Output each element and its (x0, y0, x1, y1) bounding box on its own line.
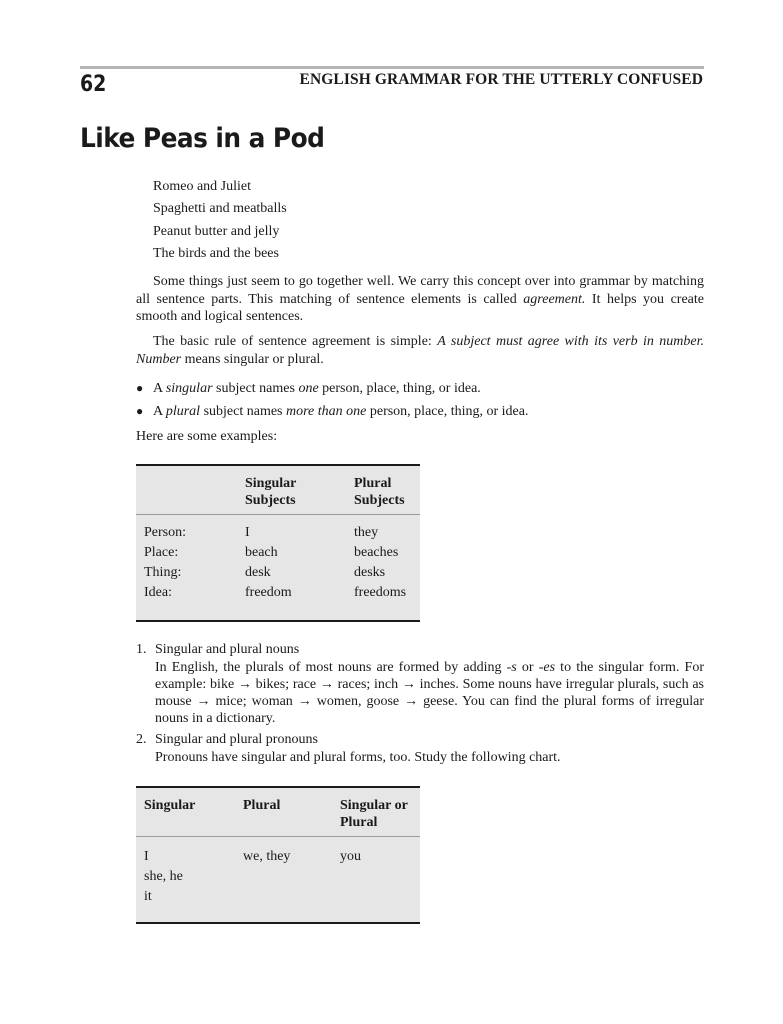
table-cell: I (245, 525, 250, 540)
table-cell: they (354, 525, 379, 540)
either-column (340, 847, 361, 867)
table-cell: you (340, 849, 361, 864)
subjects-table (136, 464, 420, 622)
table-header (136, 466, 420, 515)
list-number: 2. (136, 732, 147, 747)
header-singular: Singular (144, 798, 196, 813)
paragraph-text: Some things just seem to go together well. We carry this concept over into grammar by matching all sentence parts. This matching of sentence elements is called (136, 274, 704, 307)
table-cell: beach (245, 545, 278, 560)
list-number: 1. (136, 642, 147, 657)
table-cell: I (144, 849, 149, 864)
bullet-icon: ● (136, 404, 144, 418)
bullet-list (136, 377, 528, 423)
paragraph-rule (136, 333, 704, 368)
pronouns-table (136, 786, 420, 924)
table-cell: we, they (243, 849, 291, 864)
table-cell: freedom (245, 585, 292, 600)
table-row-label: Place: (144, 545, 179, 560)
list-detail: Pronouns have singular and plural forms, too. Study the following chart. (155, 750, 561, 765)
bullet-item: ● A singular subject names one person, place, thing, or idea. (136, 377, 528, 400)
pair-item: The birds and the bees (153, 245, 279, 261)
table-body (136, 515, 420, 619)
pair-item: Peanut butter and jelly (153, 223, 280, 239)
page-title: Like Peas in a Pod (80, 123, 325, 154)
paragraph-text: The basic rule of sentence agreement is simple: (153, 334, 438, 349)
table-cell: it (144, 889, 152, 904)
table-row-label: Thing: (144, 565, 182, 580)
header-plural: Plural (243, 798, 281, 813)
bullet-item: ● A plural subject names more than one person, place, thing, or idea. (136, 400, 528, 423)
table-header (136, 788, 420, 837)
paragraph-text: It helps you create smooth and logical sentences. (136, 291, 704, 325)
table-row-label: Person: (144, 525, 186, 540)
singular-column (245, 523, 292, 603)
table-cell: beaches (354, 545, 399, 560)
bullet-icon: ● (136, 381, 144, 395)
page-number: 62 (80, 72, 107, 97)
header-plural-subjects: Plural Subjects (354, 476, 405, 508)
pair-item: Spaghetti and meatballs (153, 201, 287, 217)
rule-text: A subject must agree with its verb in number. (437, 334, 704, 349)
header-rule (80, 66, 704, 69)
header-singular-or-plural: Singular or Plural (340, 798, 408, 830)
table-body (136, 837, 420, 921)
table-cell: freedoms (354, 585, 407, 600)
plural-column (243, 847, 290, 867)
table-cell: desks (354, 565, 386, 580)
table-cell: desk (245, 565, 271, 580)
term-agreement: agreement. (523, 291, 586, 307)
pairs-list (153, 176, 287, 265)
list-heading: Singular and plural nouns (155, 642, 300, 657)
plural-column (354, 523, 406, 603)
pair-item: Romeo and Juliet (153, 179, 251, 194)
list-heading: Singular and plural pronouns (155, 732, 318, 747)
singular-column (144, 847, 183, 907)
list-item-pronouns (136, 731, 704, 770)
list-item-nouns (136, 641, 704, 731)
table-row-label: Idea: (144, 585, 172, 600)
paragraph-text: means singular or plural. (181, 351, 324, 367)
term-number: Number (136, 351, 182, 367)
header-singular-subjects: Singular Subjects (245, 476, 297, 508)
running-head: ENGLISH GRAMMAR FOR THE UTTERLY CONFUSED (299, 71, 703, 88)
row-labels (144, 523, 186, 603)
table-cell: she, he (144, 869, 183, 884)
examples-intro: Here are some examples: (136, 429, 278, 444)
list-detail: In English, the plurals of most nouns are formed by adding -s or -es to the singular form. For example: bike → bikes; race → races; inch → inches. Some nouns have irregular plurals, such as mouse → mice; woman → women, goose → geese. You can find the plural forms of irregular nouns in a dictionary. (155, 660, 705, 726)
paragraph-agreement (136, 273, 704, 326)
